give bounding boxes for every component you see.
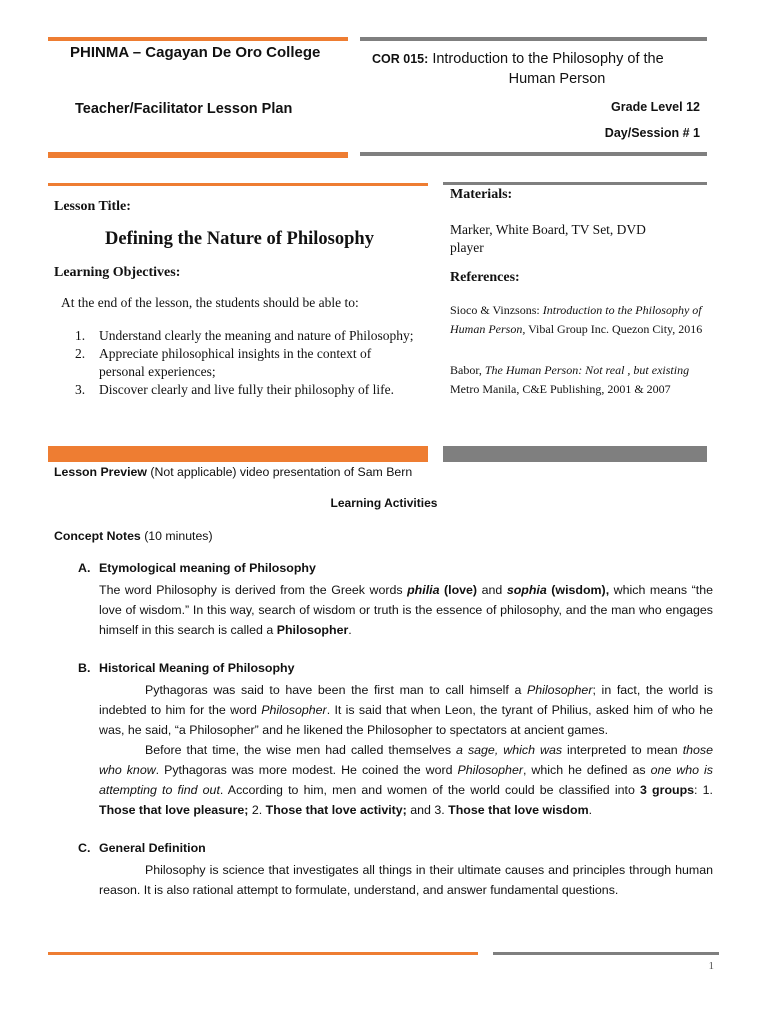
concept-notes (54, 529, 213, 543)
text-run: Those that love activity; (265, 803, 407, 817)
text-run: ; in fact, the world is indebted to him for the word (99, 683, 713, 717)
list-item (75, 345, 425, 381)
concept-notes-label: Concept Notes (54, 529, 141, 543)
section-b-paragraph-2 (99, 740, 713, 820)
text-run: Philosopher (457, 763, 523, 777)
objective-number: 3. (75, 382, 86, 397)
text-run: which means “the love of wisdom.” In this way, search of wisdom or truth is the essence of philosophy, and the man who engages himself in this search is called a (99, 583, 713, 637)
text-run: . It is said that when Leon, the tyrant of Philius, asked him of who he was, he said, “a Philosopher” and he likened the Philosopher to spectators at ancient games. (99, 703, 713, 737)
text-run: Philosopher (527, 683, 593, 697)
list-item (75, 327, 425, 345)
lesson-preview-text: (Not applicable) video presentation of Sam Bern (146, 465, 413, 479)
course-title-line2: Human Person (508, 71, 606, 87)
text-run: Philosopher (261, 703, 327, 717)
text-run: philia (407, 583, 440, 597)
lesson-title-label: Lesson Title: (54, 199, 131, 214)
text-run: . Pythagoras was more modest. He coined the word (155, 763, 458, 777)
materials-label: Materials: (450, 187, 513, 202)
grade-level: Grade Level 12 (611, 100, 700, 114)
text-run: The word Philosophy is derived from the Greek words (99, 583, 408, 597)
objectives-intro: At the end of the lesson, the students should be able to: (61, 295, 359, 310)
text-run: : 1. (694, 783, 713, 797)
text-run: Pythagoras was said to have been the first man to call himself a (145, 683, 528, 697)
section-b-letter: B. (78, 661, 91, 675)
text-run: and 3. (406, 803, 449, 817)
header-bottom-gray-bar (360, 152, 707, 156)
concept-notes-duration: (10 minutes) (140, 529, 213, 543)
reference-1-publisher: Vibal Group Inc. Quezon City, 2016 (525, 321, 703, 336)
text-run: Those that love wisdom (448, 803, 589, 817)
lesson-plan-type: Teacher/Facilitator Lesson Plan (75, 101, 293, 117)
objective-text: Discover clearly and live fully their philosophy of life. (99, 382, 395, 397)
text-run: (love) (439, 583, 478, 597)
text-run: those who know (99, 743, 713, 777)
reference-1-authors: Sioco & Vinzsons: (450, 303, 543, 317)
lesson-box-top-bar (48, 183, 428, 186)
section-a-heading: Etymological meaning of Philosophy (99, 561, 316, 575)
lesson-preview (54, 465, 412, 479)
reference-2-title: The Human Person: Not real , but existing (484, 363, 690, 377)
lesson-title: Defining the Nature of Philosophy (105, 229, 374, 249)
reference-2 (450, 361, 705, 398)
lesson-box-bottom-bar (48, 446, 428, 462)
materials-text: Marker, White Board, TV Set, DVD player (450, 222, 646, 255)
footer-gray-bar (493, 952, 719, 955)
text-run: sophia (506, 583, 547, 597)
text-run: , which he defined as (522, 763, 651, 777)
text-run: Philosopher (276, 623, 349, 637)
text-run: . (588, 803, 593, 817)
school-name: PHINMA – Cagayan De Oro College (70, 44, 321, 61)
section-c-heading: General Definition (99, 841, 206, 855)
section-c-body: Philosophy is science that investigates all things in their ultimate causes and principles through human reason. It is also rational attempt to formulate, understand, and answer fundamental questions. (99, 863, 713, 897)
reference-1-title: Introduction to the Philosophy of Human Person, (450, 303, 702, 336)
section-a-letter: A. (78, 561, 91, 575)
text-run: (wisdom), (546, 583, 610, 597)
course-code: COR 015: (372, 52, 429, 66)
text-run: Those that love pleasure; (99, 803, 252, 817)
objectives-list (75, 327, 425, 399)
objective-number: 1. (75, 328, 86, 343)
materials-box-bottom-bar (443, 446, 707, 462)
objective-number: 2. (75, 346, 86, 361)
text-run: Before that time, the wise men had called themselves (145, 743, 457, 757)
reference-1 (450, 301, 705, 338)
learning-activities-heading: Learning Activities (330, 496, 438, 510)
text-run: . (348, 623, 352, 637)
header-top-gray-bar (360, 37, 707, 41)
reference-2-authors: Babor, (450, 363, 485, 377)
lesson-preview-label: Lesson Preview (54, 465, 147, 479)
list-item (75, 381, 425, 399)
header-bottom-orange-bar (48, 152, 348, 158)
header-top-orange-bar (48, 37, 348, 41)
materials-box-top-bar (443, 182, 707, 185)
section-c-letter: C. (78, 841, 91, 855)
section-b-heading: Historical Meaning of Philosophy (99, 661, 295, 675)
text-run: interpreted to mean (562, 743, 683, 757)
learning-objectives-label: Learning Objectives: (54, 265, 181, 280)
references-label: References: (450, 270, 520, 285)
text-run: one who is attempting to find out (99, 763, 713, 797)
text-run: and (477, 583, 507, 597)
section-a-body (99, 580, 713, 640)
text-run: a sage, which was (456, 743, 563, 757)
footer-orange-bar (48, 952, 478, 955)
course-title (372, 49, 706, 89)
text-run: . According to him, men and women of the world could be classified into (219, 783, 640, 797)
page-number: 1 (708, 960, 714, 972)
course-title-line1: Introduction to the Philosophy of the (432, 51, 664, 67)
text-run: 3 groups (640, 783, 695, 797)
section-b-paragraph-1 (99, 680, 713, 740)
objective-text: Understand clearly the meaning and nature of Philosophy; (99, 328, 414, 343)
reference-2-publisher: Metro Manila, C&E Publishing, 2001 & 2007 (450, 381, 671, 396)
session-number: Day/Session # 1 (604, 126, 700, 140)
text-run: 2. (251, 803, 266, 817)
objective-text: Appreciate philosophical insights in the context of personal experiences; (99, 346, 372, 379)
